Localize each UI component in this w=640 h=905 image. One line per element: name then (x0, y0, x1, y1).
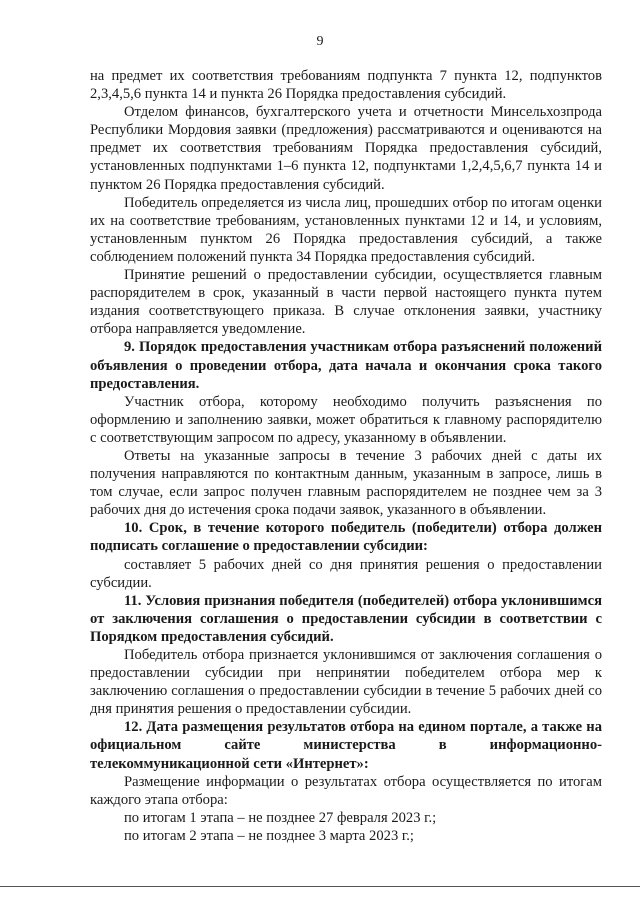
section-heading-10: 10. Срок, в течение которого победитель (победители) отбора должен подписать соглашение о предоставлении субсидии: (90, 520, 602, 555)
paragraph-winner: Победитель определяется из числа лиц, прошедших отбор по итогам оценки их на соответствие требованиям, установленных пунктами 12 и 14, и условиям, установленным пунктом 26 Порядка предоставления субсидий, а также соблюдением положений пункта 34 Порядка предоставления субсидий. (90, 194, 602, 265)
section-heading-12: 12. Дата размещения результатов отбора на едином портале, а также на официальном сайте министерства в информационно-телекоммуникационной сети «Интернет»: (90, 719, 602, 772)
document-body (90, 67, 602, 845)
list-item-stage-1: по итогам 1 этапа – не позднее 27 февраля 2023 г.; (124, 809, 437, 826)
paragraph-continuation: на предмет их соответствия требованиям подпункта 7 пункта 12, подпунктов 2,3,4,5,6 пункта 14 и пункта 26 Порядка предоставления субсидий. (90, 68, 602, 103)
page-number: 9 (316, 34, 324, 49)
paragraph-decision: Принятие решений о предоставлении субсидии, осуществляется главным распорядителем в срок, указанный в части первой настоящего пункта путем издания соответствующего приказа. В случае отклонения заявки, участнику отбора направляется уведомление. (90, 267, 602, 338)
paragraph-review: Отделом финансов, бухгалтерского учета и отчетности Минсельхозпрода Республики Мордовия заявки (предложения) рассматриваются и оцениваются на предмет их соответствия требованиям Порядка предоставления субсидий, установленных подпунктами 1–6 пункта 12, подпунктами 1,2,4,5,6,7 пункта 14 и пунктом 26 Порядка предоставления субсидий. (90, 104, 602, 193)
paragraph-evasion: Победитель отбора признается уклонившимся от заключения соглашения о предоставлении субсидии при непринятии победителем отбора мер к заключению соглашения о предоставлении субсидии в течение 5 рабочих дней со дня принятия решения о предоставлении субсидии. (90, 647, 602, 718)
paragraph-clarification-response: Ответы на указанные запросы в течение 3 рабочих дней с даты их получения направляются по контактным данным, указанным в запросе, лишь в том случае, если запрос получен главным распорядителем не позднее чем за 3 рабочих дня до истечения срока подачи заявок, указанного в объявлении. (90, 447, 602, 519)
bottom-scan-edge (0, 886, 640, 887)
list-item-stage-2: по итогам 2 этапа – не позднее 3 марта 2023 г.; (124, 827, 414, 844)
section-heading-9: 9. Порядок предоставления участникам отбора разъяснений положений объявления о проведении отбора, дата начала и окончания срока такого предоставления. (90, 339, 602, 392)
section-heading-11: 11. Условия признания победителя (победителей) отбора уклонившимся от заключения соглашения о предоставлении субсидии в соответствии с Порядком предоставления субсидий. (90, 592, 602, 645)
paragraph-signing-term: составляет 5 рабочих дней со дня принятия решения о предоставлении субсидии. (90, 556, 602, 591)
paragraph-clarification-request: Участник отбора, которому необходимо получить разъяснения по оформлению и заполнению заявки, может обратиться к главному распорядителю с соответствующим запросом по адресу, указанному в объявлении. (90, 393, 602, 446)
paragraph-results-publication: Размещение информации о результатах отбора осуществляется по итогам каждого этапа отбора: (90, 773, 602, 808)
